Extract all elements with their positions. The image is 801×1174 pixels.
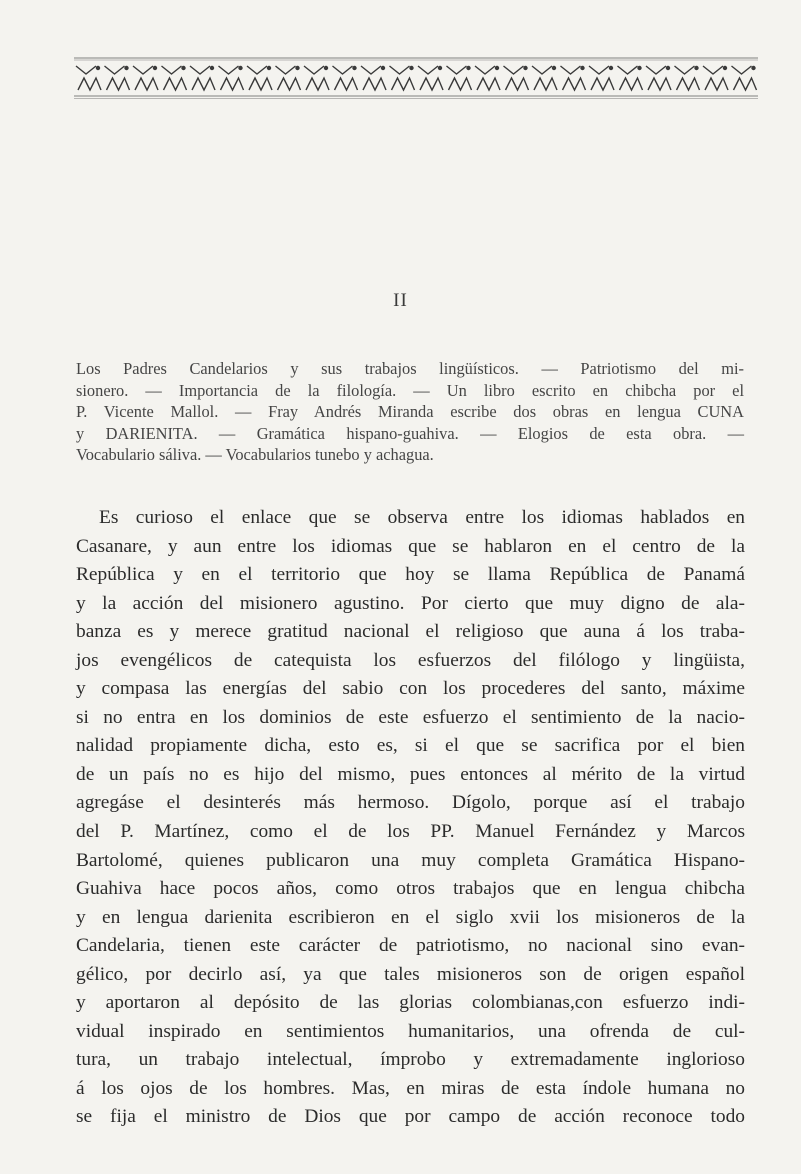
ornament-stroke xyxy=(190,66,210,74)
decorative-header-border xyxy=(74,52,758,104)
ornament-dot xyxy=(694,66,698,70)
ornament-stroke xyxy=(278,78,301,90)
summary-line: Los Padres Candelarios y sus trabajos lingüísticos. — Patriotismo del mi- xyxy=(76,359,744,378)
ornament-dot xyxy=(324,66,328,70)
body-line: y la acción del misionero agustino. Por cierto que muy digno de ala- xyxy=(76,592,745,614)
ornament-dot xyxy=(438,66,442,70)
body-line: tura, un trabajo intelectual, ímprobo y extremadamente inglorioso xyxy=(76,1049,745,1071)
ornament-stroke xyxy=(135,78,158,90)
ornament-stroke xyxy=(306,78,329,90)
ornament-stroke xyxy=(363,78,386,90)
ornament-stroke xyxy=(361,66,381,74)
ornament-stroke xyxy=(78,78,101,90)
body-line: agregáse el desinterés más hermoso. Dígolo, porque así el trabajo xyxy=(76,792,745,814)
ornament-dot xyxy=(637,66,641,70)
ornament-dot xyxy=(210,66,214,70)
body-line: se fija el ministro de Dios que por campo de acción reconoce todo xyxy=(76,1106,745,1128)
ornament-stroke xyxy=(105,66,125,74)
ornament-dot xyxy=(580,66,584,70)
chapter-summary xyxy=(76,358,744,466)
ornament-dot xyxy=(124,66,128,70)
ornament-stroke xyxy=(477,78,500,90)
ornament-dot xyxy=(523,66,527,70)
ornament-dot xyxy=(295,66,299,70)
body-line: y en lengua darienita escribieron en el siglo xvii los misioneros de la xyxy=(76,906,745,928)
ornament-stroke xyxy=(133,66,153,74)
body-line: jos evengélicos de catequista los esfuerzos del filólogo y lingüista, xyxy=(76,649,745,671)
ornament-stroke xyxy=(107,78,130,90)
ornament-stroke xyxy=(591,78,614,90)
body-line: del P. Martínez, como el de los PP. Manuel Fernández y Marcos xyxy=(76,821,745,843)
ornament-dot xyxy=(495,66,499,70)
summary-line: Vocabulario sáliva. — Vocabularios tunebo y achagua. xyxy=(76,445,434,464)
body-line: República y en el territorio que hoy se llama República de Panamá xyxy=(76,564,745,586)
ornament-dot xyxy=(666,66,670,70)
ornament-stroke xyxy=(192,78,215,90)
ornament-stroke xyxy=(618,66,638,74)
body-line: Es curioso el enlace que se observa entre los idiomas hablados en xyxy=(99,507,745,528)
body-line: vidual inspirado en sentimientos humanitarios, una ofrenda de cul- xyxy=(76,1020,745,1042)
ornament-dot xyxy=(153,66,157,70)
body-line: si no entra en los dominios de este esfuerzo el sentimiento de la nacio- xyxy=(76,706,745,728)
ornament-stroke xyxy=(705,78,728,90)
ornament-stroke xyxy=(76,66,96,74)
summary-line: y DARIENITA. — Gramática hispano-guahiva. — Elogios de esta obra. — xyxy=(76,423,744,443)
ornament-stroke xyxy=(532,66,552,74)
ornament-dot xyxy=(238,66,242,70)
body-line: á los ojos de los hombres. Mas, en miras de esta índole humana no xyxy=(76,1077,745,1099)
ornament-dot xyxy=(552,66,556,70)
ornament-stroke xyxy=(333,66,353,74)
body-line: nalidad propiamente dicha, esto es, si el que se sacrifica por el bien xyxy=(76,735,745,757)
ornament-stroke xyxy=(335,78,358,90)
ornament-stroke xyxy=(677,78,700,90)
chapter-number: II xyxy=(393,290,408,311)
summary-line: P. Vicente Mallol. — Fray Andrés Miranda escribe dos obras en lengua CUNA xyxy=(76,402,744,421)
ornament-dot xyxy=(267,66,271,70)
ornament-dot xyxy=(381,66,385,70)
ornament-stroke xyxy=(646,66,666,74)
ornament-dot xyxy=(609,66,613,70)
ornament-dot xyxy=(352,66,356,70)
ornament-stroke xyxy=(164,78,187,90)
ornament-stroke xyxy=(534,78,557,90)
body-line: Bartolomé, quienes publicaron una muy completa Gramática Hispano- xyxy=(76,849,745,871)
body-line: y compasa las energías del sabio con los procederes del santo, máxime xyxy=(76,678,745,700)
ornament-stroke xyxy=(561,66,581,74)
ornament-dot xyxy=(96,66,100,70)
ornament-stroke xyxy=(418,66,438,74)
body-paragraph xyxy=(76,504,745,1132)
ornament-stroke xyxy=(648,78,671,90)
body-line: gélico, por decirlo así, ya que tales misioneros son de origen español xyxy=(76,963,745,985)
ornament-stroke xyxy=(392,78,415,90)
body-line: Guahiva hace pocos años, como otros trabajos que en lengua chibcha xyxy=(76,878,745,900)
body-line: banza es y merece gratitud nacional el religioso que auna á los traba- xyxy=(76,621,745,643)
summary-line: sionero. — Importancia de la filología. — Un libro escrito en chibcha por el xyxy=(76,380,744,400)
ornament-dot xyxy=(181,66,185,70)
ornament-stroke xyxy=(447,66,467,74)
ornament-dot xyxy=(466,66,470,70)
ornament-stroke xyxy=(276,66,296,74)
body-line: y aportaron al depósito de las glorias colombianas,con esfuerzo indi- xyxy=(76,992,745,1014)
ornament-stroke xyxy=(304,66,324,74)
ornament-stroke xyxy=(475,66,495,74)
ornament-stroke xyxy=(506,78,529,90)
ornament-stroke xyxy=(563,78,586,90)
ornament-dot xyxy=(751,66,755,70)
ornament-dot xyxy=(723,66,727,70)
ornament-stroke xyxy=(221,78,244,90)
ornament-stroke xyxy=(703,66,723,74)
ornament-stroke xyxy=(675,66,695,74)
body-line: de un país no es hijo del mismo, pues entonces al mérito de la virtud xyxy=(76,763,745,785)
ornament-stroke xyxy=(247,66,267,74)
ornament-stroke xyxy=(589,66,609,74)
ornament-stroke xyxy=(219,66,239,74)
ornament-stroke xyxy=(734,78,757,90)
body-line: Casanare, y aun entre los idiomas que se hablaron en el centro de la xyxy=(76,535,745,557)
ornament-stroke xyxy=(420,78,443,90)
ornament-stroke xyxy=(504,66,524,74)
ornament-dot xyxy=(409,66,413,70)
ornament-stroke xyxy=(249,78,272,90)
ornament-stroke xyxy=(449,78,472,90)
ornament-stroke xyxy=(732,66,752,74)
body-line: Candelaria, tienen este carácter de patriotismo, no nacional sino evan- xyxy=(76,935,745,957)
ornament-stroke xyxy=(620,78,643,90)
ornament-stroke xyxy=(390,66,410,74)
ornament-stroke xyxy=(162,66,182,74)
